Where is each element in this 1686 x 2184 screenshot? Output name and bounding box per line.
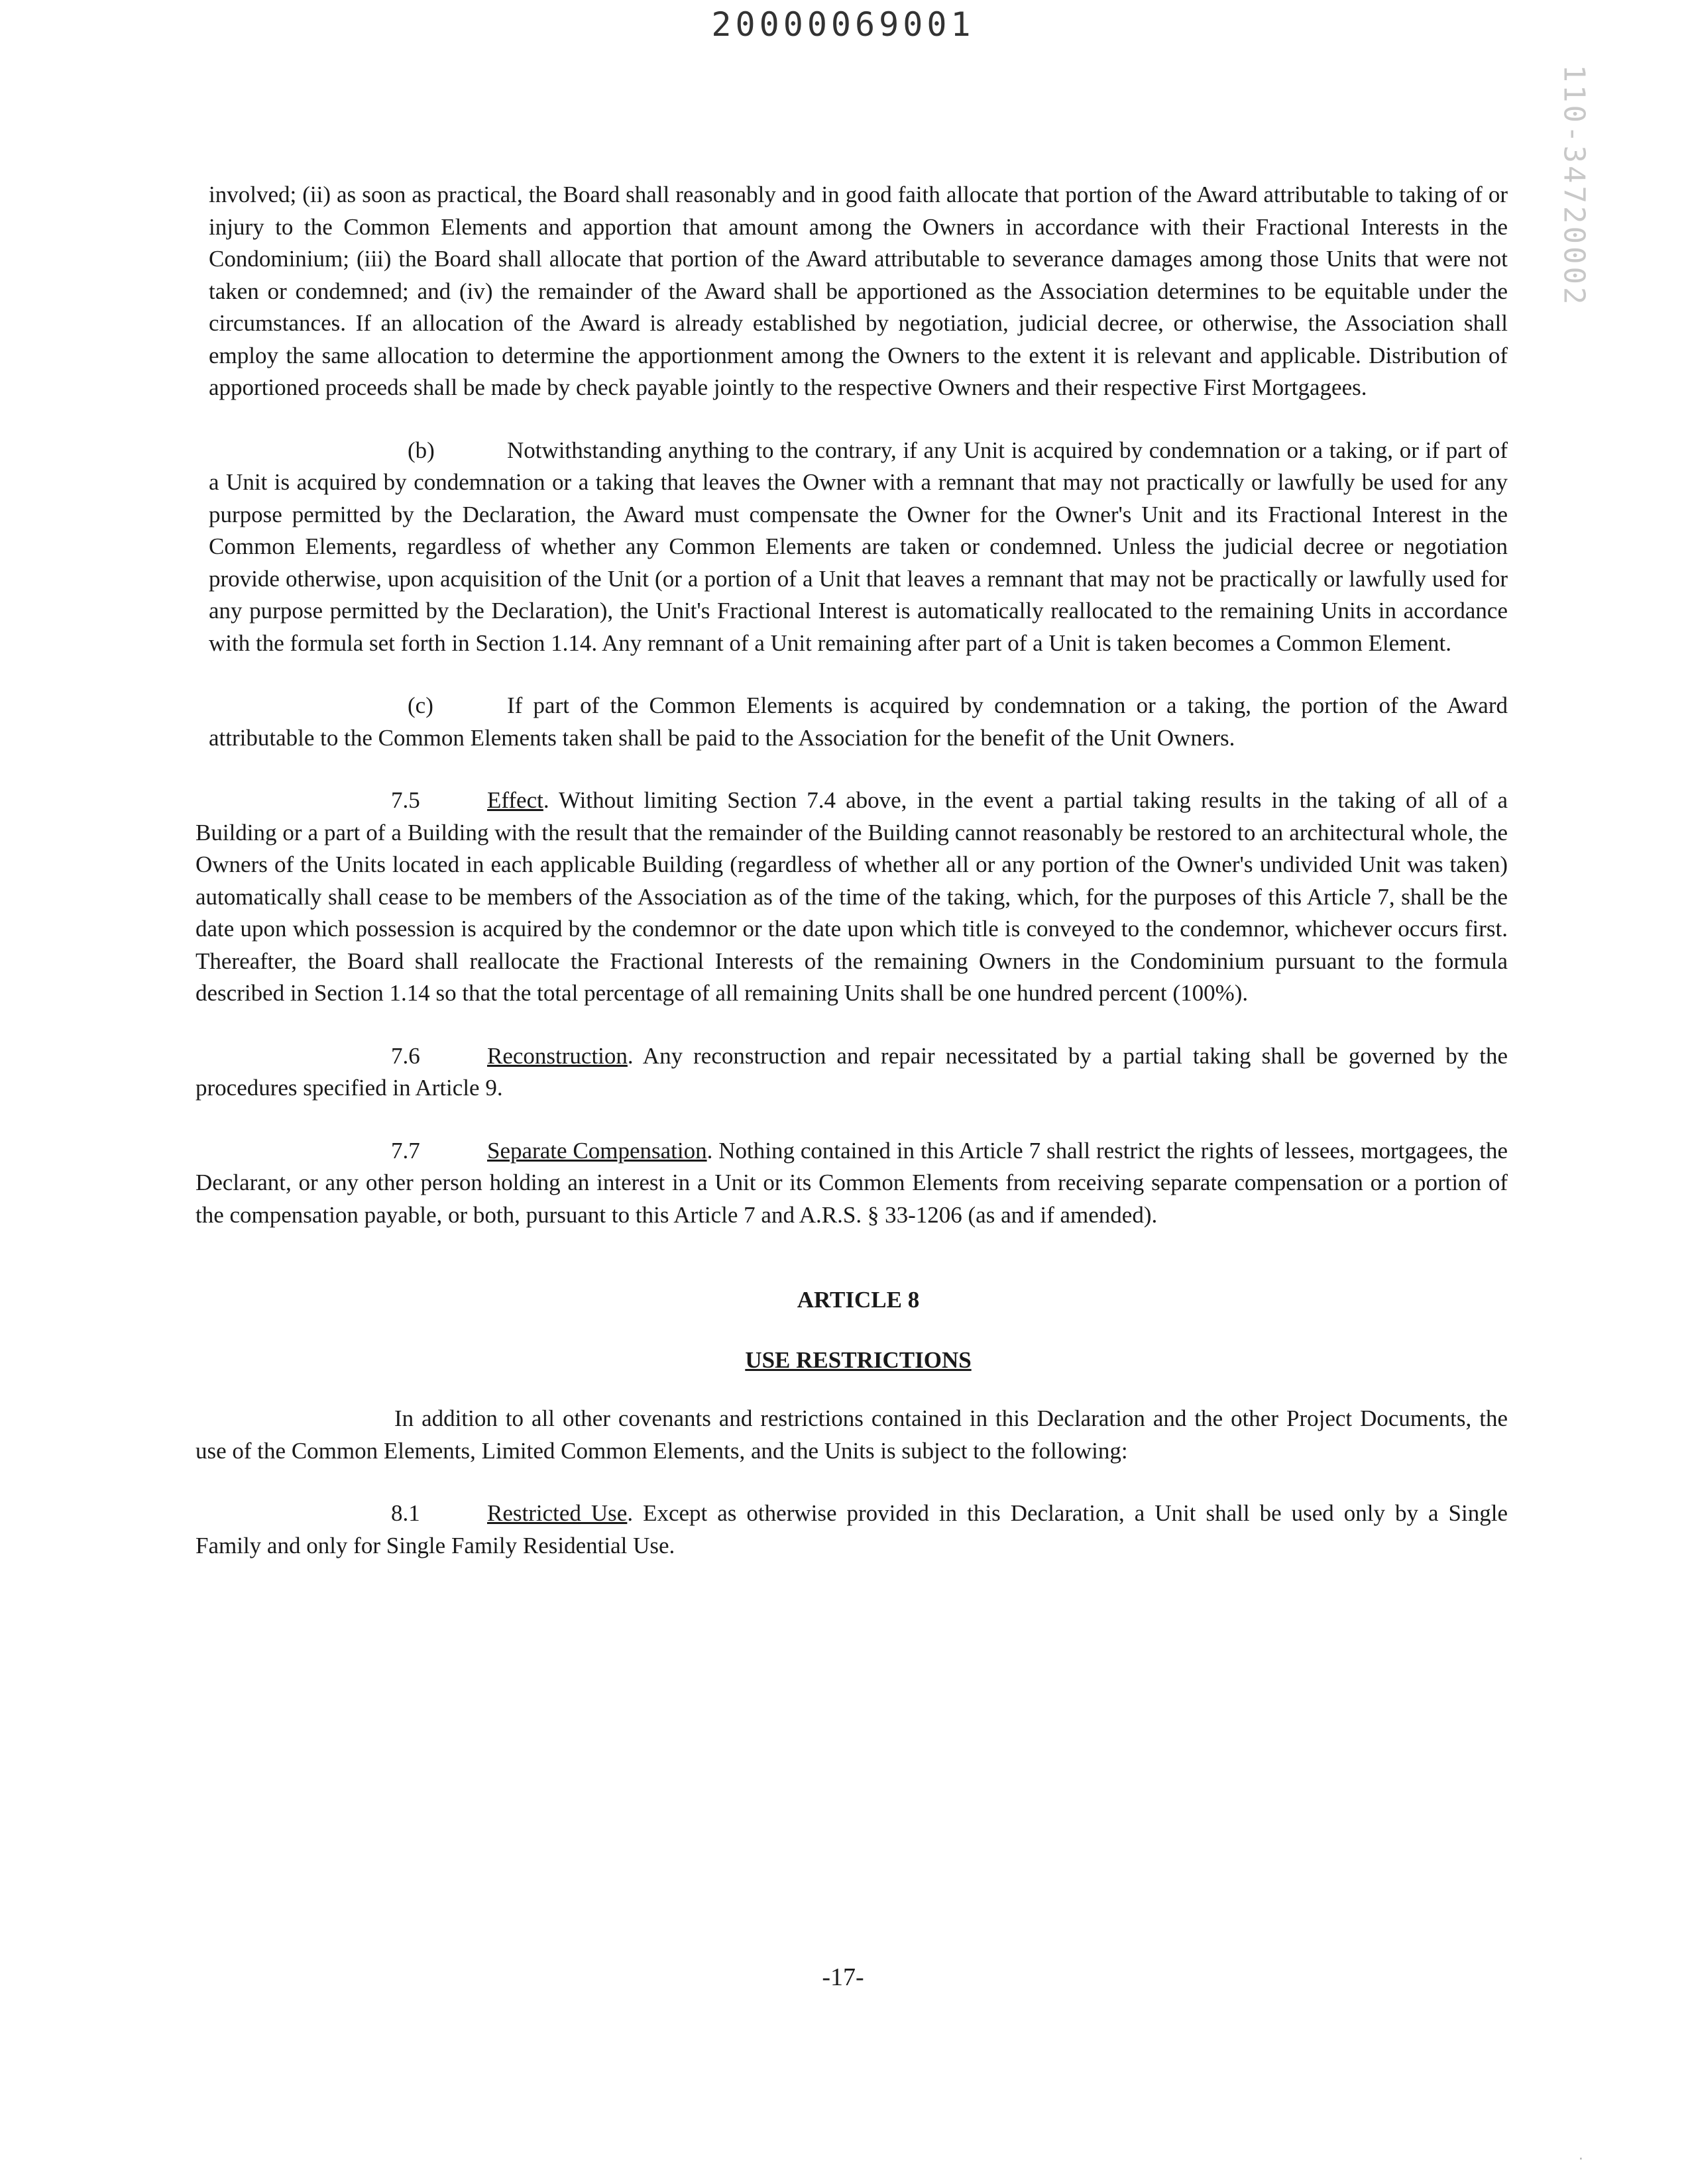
corner-scan-mark: ·	[1577, 2152, 1585, 2166]
section-8-1-text: . Except as otherwise provided in this Declaration, a Unit shall be used only by a Single Family and only for Single Family Residential Use.	[196, 1500, 1508, 1558]
section-7-7-number: 7.7	[391, 1137, 420, 1164]
section-7-5-title: Effect	[487, 787, 543, 813]
side-recording-stamp	[1547, 64, 1601, 307]
section-7-6-number: 7.6	[391, 1042, 420, 1069]
section-7-5-text: . Without limiting Section 7.4 above, in the event a partial taking results in the taking of all of a Building or a part of a Building with the result that the remainder of the Building cannot reasonably be restored to an architectural whole, the Owners of the Units located in each applicable Building (regardless of whether all or any portion of the Owner's undivided Unit was taken) automatically shall cease to be members of the Association as of the time of the taking, which, for the purposes of this Article 7, shall be the date upon which possession is acquired by the condemnor or the date upon which title is conveyed to the condemnor, whichever occurs first. Thereafter, the Board shall reallocate the Fractional Interests of the remaining Owners in the Condominium pursuant to the formula described in Section 1.14 so that the total percentage of all remaining Units shall be one hundred percent (100%).	[196, 787, 1508, 1006]
article-intro	[196, 1403, 1508, 1467]
document-body	[196, 179, 1508, 1562]
article-heading: ARTICLE 8	[797, 1287, 920, 1313]
section-7-6-text: . Any reconstruction and repair necessitated by a partial taking shall be governed by the procedures specified in Article 9.	[196, 1042, 1508, 1101]
continued-paragraph: involved; (ii) as soon as practical, the Board shall reasonably and in good faith allocate that portion of the Award attributable to taking of or injury to the Common Elements and apportion that amount among the Owners in accordance with their Fractional Interests in the Condominium; (iii) the Board shall allocate that portion of the Award attributable to severance damages among those Units that were not taken or condemned; and (iv) the remainder of the Award shall be apportioned as the Association determines to be equitable under the circumstances. If an allocation of the Award is already established by negotiation, judicial decree, or otherwise, the Association shall employ the same allocation to determine the apportionment among the Owners to the extent it is relevant and applicable. Distribution of apportioned proceeds shall be made by check payable jointly to the respective Owners and their respective First Mortgagees.	[209, 182, 1508, 400]
subsection-b	[209, 435, 1508, 660]
section-7-7	[196, 1135, 1508, 1232]
section-7-6-title: Reconstruction	[487, 1042, 628, 1069]
section-8-1-title: Restricted Use	[487, 1500, 628, 1526]
section-7-7-text: . Nothing contained in this Article 7 shall restrict the rights of lessees, mortgagees, the Declarant, or any other person holding an interest in a Unit or its Common Elements from receiving separate compensation or a portion of the compensation payable, or both, pursuant to this Article 7 and A.R.S. § 33-1206 (as and if amended).	[196, 1137, 1508, 1228]
subsection-b-label: (b)	[408, 437, 435, 463]
document-number: 20000069001	[711, 5, 975, 44]
article-title	[209, 1344, 1508, 1377]
subsection-c	[209, 690, 1508, 754]
section-7-5-number: 7.5	[391, 787, 420, 813]
section-7-5	[196, 785, 1508, 1010]
subsection-c-label: (c)	[408, 692, 433, 718]
article-intro-text: In addition to all other covenants and restrictions contained in this Declaration and the other Project Documents, the use of the Common Elements, Limited Common Elements, and the Units is subject to the following:	[196, 1405, 1508, 1464]
subsection-b-text: Notwithstanding anything to the contrary, if any Unit is acquired by condemnation or a taking, or if part of a Unit is acquired by condemnation or a taking that leaves the Owner with a remnant that may not practically or lawfully be used for any purpose permitted by the Declaration, the Award must compensate the Owner for the Owner's Unit and its Fractional Interest in the Common Elements, regardless of whether any Common Elements are taken or condemned. Unless the judicial decree or negotiation provide otherwise, upon acquisition of the Unit (or a portion of a Unit that leaves a remnant that may not be practically or lawfully used for any purpose permitted by the Declaration), the Unit's Fractional Interest is automatically reallocated to the remaining Units in accordance with the formula set forth in Section 1.14. Any remnant of a Unit remaining after part of a Unit is taken becomes a Common Element.	[209, 437, 1508, 656]
page-number: -17-	[822, 1963, 864, 1991]
article-title-text: USE RESTRICTIONS	[745, 1346, 972, 1373]
side-stamp-text: 110-34720002	[1557, 64, 1591, 307]
section-8-1	[196, 1498, 1508, 1562]
section-7-6	[196, 1040, 1508, 1105]
section-7-7-title: Separate Compensation	[487, 1137, 707, 1164]
section-8-1-number: 8.1	[391, 1500, 420, 1526]
subsection-c-text: If part of the Common Elements is acquired by condemnation or a taking, the portion of the Award attributable to the Common Elements taken shall be paid to the Association for the benefit of the Unit Owners.	[209, 692, 1508, 751]
